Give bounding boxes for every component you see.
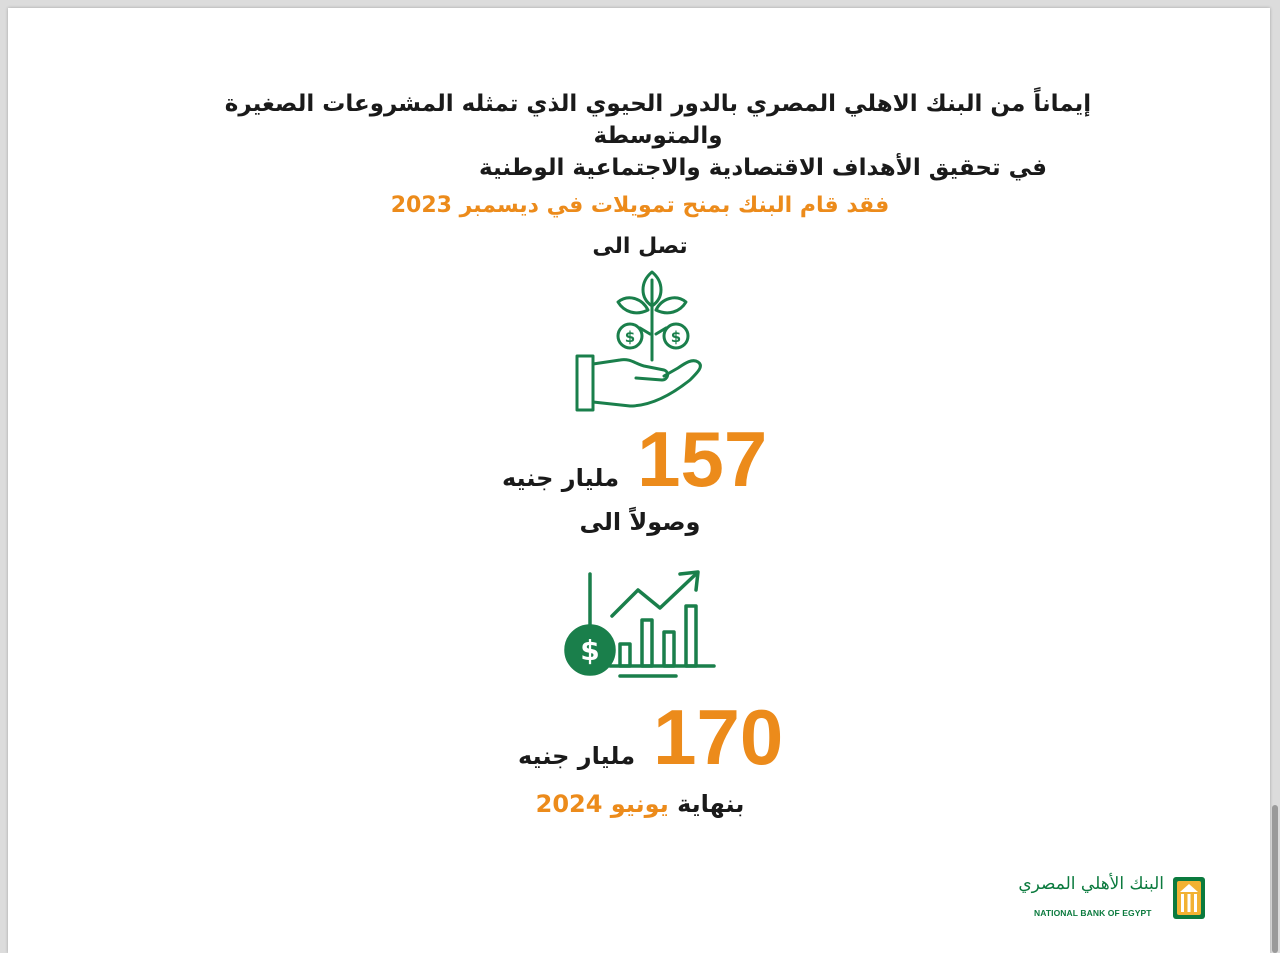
vertical-scrollbar[interactable] xyxy=(1272,805,1278,953)
stat-157 xyxy=(502,415,768,503)
money-growth-chart-icon xyxy=(558,566,723,682)
ending-highlight: يونيو 2024 xyxy=(535,790,669,818)
logo-arabic-text: البنك الأهلي المصري xyxy=(1018,874,1164,894)
stat-170 xyxy=(518,693,784,781)
svg-text:$: $ xyxy=(580,634,600,667)
stat-value: 170 xyxy=(653,693,784,781)
headline: فقد قام البنك بمنح تمويلات في ديسمبر 2023 xyxy=(390,193,890,218)
intro-line-2: في تحقيق الأهداف الاقتصادية والاجتماعية الوطنية xyxy=(479,155,1047,181)
svg-text:$: $ xyxy=(624,328,636,346)
reach-label: تصل الى xyxy=(592,234,688,259)
until-label: وصولاً الى xyxy=(579,508,701,536)
intro-text xyxy=(158,88,1158,184)
stat-value: 157 xyxy=(637,415,768,503)
hand-plant-money-icon xyxy=(570,268,710,414)
bank-logo-icon xyxy=(1172,876,1206,920)
stat-unit: مليار جنيه xyxy=(502,464,620,492)
intro-line-1: إيماناً من البنك الاهلي المصري بالدور الحيوي الذي تمثله المشروعات الصغيرة والمتوسطة xyxy=(224,91,1092,149)
ending-prefix: بنهاية xyxy=(677,790,745,818)
logo-english-text: NATIONAL BANK OF EGYPT xyxy=(1034,908,1152,918)
ending-text xyxy=(500,790,780,818)
stat-unit: مليار جنيه xyxy=(518,742,636,770)
bank-logo xyxy=(1018,874,1206,924)
svg-text:$: $ xyxy=(670,328,682,346)
